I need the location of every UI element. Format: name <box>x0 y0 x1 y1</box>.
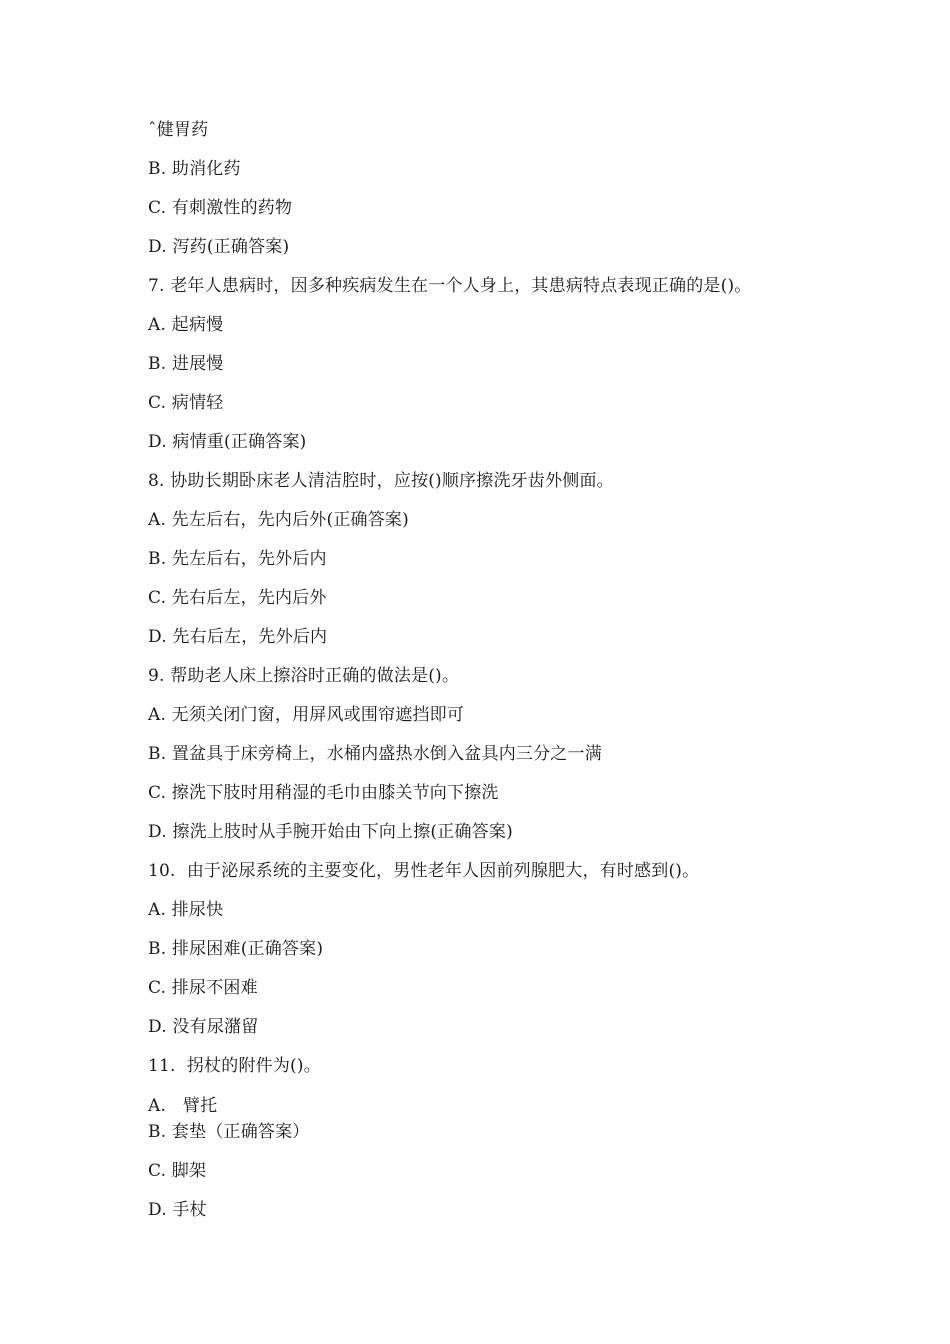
option-a-q9: A. 无须关闭门窗，用屏风或围帘遮挡即可 <box>148 705 465 725</box>
option-d-q6: D. 泻药(正确答案) <box>148 237 290 257</box>
option-d-q8: D. 先右后左，先外后内 <box>148 627 328 647</box>
option-a-q10: A. 排尿快 <box>148 900 224 920</box>
option-b-q11: B. 套垫（正确答案） <box>148 1122 310 1142</box>
option-b-q9: B. 置盆具于床旁椅上，水桶内盛热水倒入盆具内三分之一满 <box>148 744 602 764</box>
option-b-q8: B. 先左后右，先外后内 <box>148 549 327 569</box>
question-10: 10. 由于泌尿系统的主要变化，男性老年人因前列腺肥大，有时感到()。 <box>148 861 700 881</box>
option-a-q6: ˆ健胃药 <box>148 120 209 140</box>
option-d-q7: D. 病情重(正确答案) <box>148 432 307 452</box>
option-d-q11: D. 手杖 <box>148 1200 207 1220</box>
option-c-q11: C. 脚架 <box>148 1161 207 1181</box>
option-a-q8: A. 先左后右，先内后外(正确答案) <box>148 510 409 530</box>
option-c-q8: C. 先右后左，先内后外 <box>148 588 327 608</box>
option-c-q7: C. 病情轻 <box>148 393 224 413</box>
option-b-q7: B. 进展慢 <box>148 354 224 374</box>
option-a-q7: A. 起病慢 <box>148 315 224 335</box>
question-8: 8. 协助长期卧床老人清洁腔时，应按()顺序擦洗牙齿外侧面。 <box>148 471 614 491</box>
option-d-q9: D. 擦洗上肢时从手腕开始由下向上擦(正确答案) <box>148 822 513 842</box>
option-a-q11: A. 臂托 <box>148 1096 218 1116</box>
question-9: 9. 帮助老人床上擦浴时正确的做法是()。 <box>148 666 460 686</box>
question-7: 7. 老年人患病时，因多种疾病发生在一个人身上，其患病特点表现正确的是()。 <box>148 276 752 296</box>
question-11: 11. 拐杖的附件为()。 <box>148 1056 321 1076</box>
option-c-q10: C. 排尿不困难 <box>148 978 258 998</box>
option-c-q9: C. 擦洗下肢时用稍湿的毛巾由膝关节向下擦洗 <box>148 783 499 803</box>
option-b-q6: B. 助消化药 <box>148 159 241 179</box>
option-c-q6: C. 有刺激性的药物 <box>148 198 293 218</box>
option-b-q10: B. 排尿困难(正确答案) <box>148 939 324 959</box>
option-d-q10: D. 没有尿潴留 <box>148 1017 259 1037</box>
